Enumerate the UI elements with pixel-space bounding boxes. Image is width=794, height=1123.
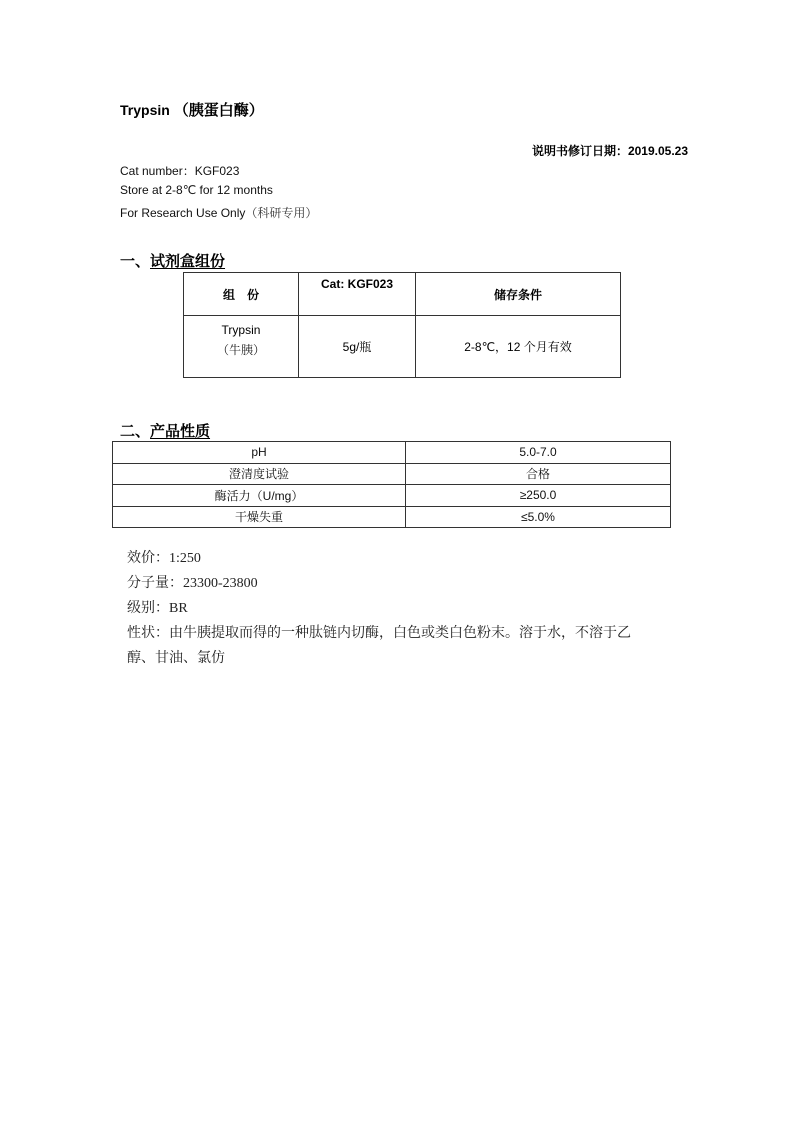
components-table-data-row [184,316,621,378]
research-use-line [120,204,317,221]
property-cell: pH [113,442,406,464]
property-cell: 干燥失重 [113,506,406,528]
property-row-clarity [113,463,671,485]
section1-heading [120,250,225,271]
header-cell-component: 组 份 [184,273,299,316]
component-storage-cell: 2-8℃，12 个月有效 [416,316,621,378]
property-cell: 澄清度试验 [113,463,406,485]
property-row-drying-loss [113,506,671,528]
header-cell-cat: Cat: KGF023 [299,273,416,316]
section2-number: 二、 [120,423,151,440]
component-name-en: Trypsin [221,323,261,337]
research-use-en: For Research Use Only [120,206,246,220]
property-row-ph [113,442,671,464]
cat-number-line: Cat number：KGF023 [120,164,240,178]
storage-line: Store at 2-8℃ for 12 months [120,183,273,197]
page-title-en: Trypsin [120,102,170,118]
property-cell: 酶活力（U/mg） [113,485,406,507]
section1-number: 一、 [120,253,151,270]
details-potency: 效价：1:250 [127,551,201,566]
revision-date: 说明书修订日期：2019.05.23 [531,144,688,158]
value-cell: ≤5.0% [406,506,671,528]
page-title-zh: （胰蛋白酶） [173,102,264,119]
details-properties-line2: 醇、甘油、氯仿 [127,651,225,666]
details-grade: 级别：BR [127,601,188,616]
component-name-zh: （牛胰） [216,343,265,357]
details-properties-line1: 性状：由牛胰提取而得的一种肽链内切酶，白色或类白色粉末。溶于水，不溶于乙 [127,626,631,641]
header-cell-storage: 储存条件 [416,273,621,316]
section2-title: 产品性质 [150,423,211,440]
components-table [183,272,621,378]
property-row-activity [113,485,671,507]
research-use-zh: （科研专用） [245,206,318,220]
section1-title: 试剂盒组份 [150,253,226,270]
details-properties [127,621,675,671]
component-quantity-cell: 5g/瓶 [299,316,416,378]
section2-heading [120,420,210,441]
component-name-cell [184,316,299,378]
page-title [120,99,264,120]
details-molecular-weight: 分子量：23300-23800 [127,576,258,591]
value-cell: ≥250.0 [406,485,671,507]
components-table-header-row [184,273,621,316]
value-cell: 5.0-7.0 [406,442,671,464]
properties-table [112,441,671,528]
details-block [127,546,675,671]
value-cell: 合格 [406,463,671,485]
